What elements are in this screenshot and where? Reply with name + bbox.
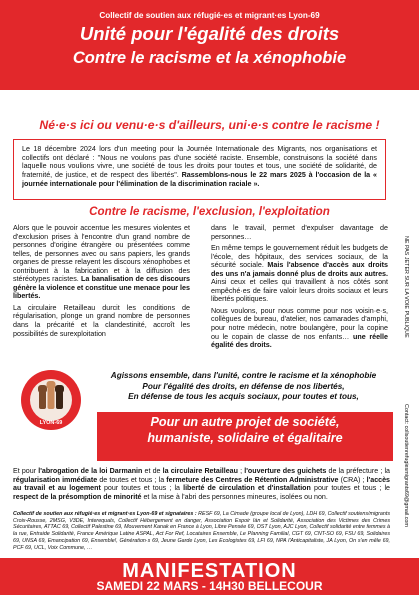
projet-banner [97,412,393,461]
intro-bold: Rassemblons-nous le 22 mars 2025 à l'occasion de la « journée internationale pour l'élimination de la discrimination raciale ». [22,171,377,188]
demands-part: de toutes et tous ; la [97,475,167,484]
signatories-lead: Collectif de soutien aux réfugié·es et migrant·es Lyon-69 et signataires : [13,511,197,517]
right-p2-text: En même temps le gouvernement réduit les budgets de l'école, des hôpitaux, des services sociaux, de la sécurité sociale. [211,244,388,270]
footer-banner [0,558,419,595]
title-line2: Contre le racisme et la xénophobie [72,49,347,67]
right-paragraph-2 [211,244,388,304]
agissons-line1: Agissons ensemble, dans l'unité, contre le racisme et la xénophobie [110,371,377,380]
projet-line2: humaniste, solidaire et égalitaire [147,430,343,445]
contact-note: Contact: collsoutienrefugiesmigrants69@gmail.com [403,404,409,527]
signatories-list: RESF 69, La Cimade (groupe local de Lyon), LDH 69, Collectif soutiens/migrants Croix-Rousse, 2MSG, V3DE, Interequals, Collectif Hébergement en danger, Association Espoir Iàn et Solidarité, Association des Victimes des Crimes Sécuritaires, ATTAC 69, Collectif Palestine 69, Mouvement Kanak en France à Lyon, Libre Pensée 69, OST Lyon, AJC Lyon, Collectif solidarité entre femmes à la rue, Entraide Solidarité, France Amérique Latine ASPAL, Act For Ref, Locataires Ensemble, Le Planning Familial, CGT 69, CNT-SO 69, FSU 69, Solidaires 69, UNSA 69, Emancipation 69, Ensemble!, Génération·s 69, Jeune Garde Lyon, Les Ecologistes 69, LFI 69, NPA l'Anticapitaliste, JA Lyon, On s'en mêle 69, PCF 69, UCL, Voix Commune, … [13,511,390,551]
left-paragraph-1 [13,224,190,301]
demands-part: ; [237,467,245,475]
title-line1: Unité pour l'égalité des droits [79,23,340,44]
header-banner [0,0,419,90]
demands-part: de la préfecture ; la [326,467,390,475]
demands-part: pour toutes et tous ; le [310,484,390,493]
intro-text: Le 18 décembre 2024 lors d'un meeting pour la Journée Internationale des Migrants, nos organisations et collectifs ont déclaré : "Nous ne voulons pas d'une société raciste. Ensemble, construisons la société dans laquelle nous voulions vivre, une société de tous les droits pour toutes et tous, une société de solidarité, de fraternité, de justice, et de respect des libertés". [22,145,377,180]
right-p3-text: Nous voulons, pour nous comme pour nos voisin·e·s, collègues de bureau, d'atelier, nos camarades d'amphi, pour notre médecin, notre boulangère, pour la copine ou le copain de classe de nos enfants… [211,306,388,341]
signatories-block [13,511,390,551]
fists-shape [38,381,64,409]
right-p3-bold: une réelle égalité des droits. [211,332,388,350]
demands-part: la circulaire Retailleau [162,467,238,475]
left-paragraph-2: La circulaire Retailleau durcit les conditions de régularisation, plonge un grand nombre de personnes dans la précarité et la clandestinité, accroît les possibilités de surexploitation [13,303,190,338]
agissons-line3: En défense de tous les acquis sociaux, pour toutes et tous, [128,392,359,401]
left-p1-text: Alors que le pouvoir accentue les mesures violentes et d'exclusion prises à l'encontre d'un grand nombre de personnes d'origine étrangère ou présentées comme telles, de personnes avec ou sans papiers, les grands organes de presse relayent les discours xénophobes et contribuent à la fabrication et à la diffusion des stéréotypes racistes. [13,224,190,284]
demands-part: l'abrogation de la loi Darmanin [38,467,143,475]
section-subhead: Contre le racisme, l'exclusion, l'exploitation [89,205,330,218]
demands-part: pour toutes et tous ; la [100,484,184,493]
slogan: Né·e·s ici ou venu·e·s d'ailleurs, uni·e·s contre le racisme ! [39,118,380,132]
demands-part: et de [142,467,163,475]
demands-part: régularisation immédiate [13,475,98,484]
demands-part: liberté de circulation et d'installation [183,484,311,493]
left-p1-bold: La banalisation de ces discours génère la violence et constitue une menace pour les libertés. [13,275,190,301]
demands-part: et la mise à l'abri des personnes mineures, isolées ou non. [141,492,328,501]
right-p2-bold: Mais l'absence d'accès aux droits des uns n'a jamais donné plus de droits aux autres. [211,261,388,278]
demands-part: l'accès au travail et au logement [13,475,390,493]
no-litter-note: NE PAS JETER SUR LA VOIE PUBLIQUE [403,236,409,338]
event-date: SAMEDI 22 MARS - 14H30 BELLECOUR [96,579,323,593]
demands-part: Et pour [13,467,39,475]
right-p2-end: Ainsi ceux et celles qui travaillent à nos côtés sont empêché·es de faire valoir leurs droits sociaux et leurs libertés politiques. [211,278,388,304]
projet-line1: Pour un autre projet de société, [150,415,340,429]
logo-label: LYON-69 [39,420,63,426]
demands-part: respect de la présomption de minorité [13,492,142,501]
right-column [211,224,388,353]
agissons-line2: Pour l'égalité des droits, en défense de nos libertés, [142,381,345,391]
collectif-name: Collectif de soutien aux réfugié·es et migrant·es Lyon-69 [99,11,320,20]
demands-part: (CRA) ; [338,475,367,484]
right-paragraph-3 [211,307,388,350]
demands-paragraph [13,467,390,501]
right-paragraph-1: dans le travail, permet d'expulser davantage de personnes… [211,224,388,241]
manifestation-title: MANIFESTATION [122,560,297,582]
left-column [13,224,190,341]
demands-part: l'ouverture des guichets [244,467,327,475]
demands-part: fermeture des Centres de Rétention Administrative [166,475,339,484]
agissons-block [95,371,392,403]
raised-fists-icon [20,369,82,431]
intro-box [13,139,386,200]
